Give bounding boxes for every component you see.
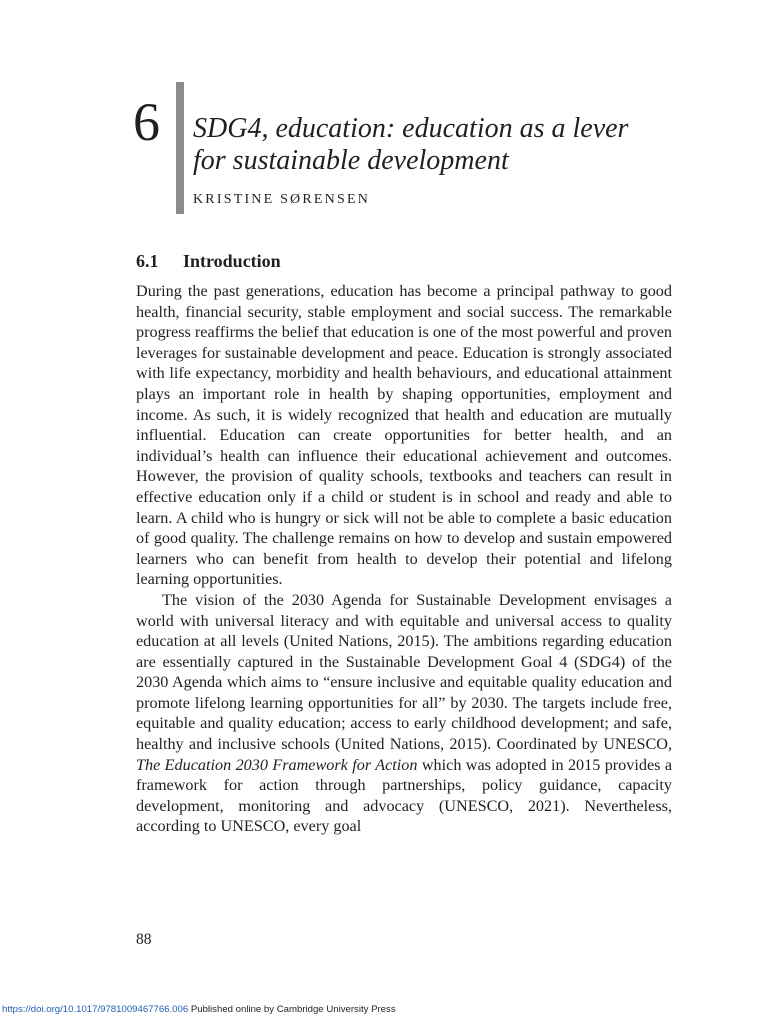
chapter-title xyxy=(193,113,713,177)
chapter-author: KRISTINE SØRENSEN xyxy=(193,192,371,207)
chapter-divider-bar xyxy=(176,82,184,214)
framework-title-italic: The Education 2030 Framework for Action xyxy=(136,755,418,774)
section-title: Introduction xyxy=(183,251,281,271)
chapter-number: 6 xyxy=(133,92,160,152)
footer xyxy=(2,1003,396,1017)
chapter-title-line-2: for sustainable development xyxy=(193,145,509,176)
publisher-note: Published online by Cambridge University Press xyxy=(188,1004,396,1015)
paragraph-1: During the past generations, education has become a principal pathway to good health, financial security, stable employment and social success. The remarkable progress reaffirms the belief that education is one of the most powerful and proven leverages for sustainable development and peace. Education is strongly associated with life expectancy, morbidity and health behaviours, and educational attainment plays an important role in health by shaping opportunities, employment and income. As such, it is widely recognized that health and education are mutually influential. Education can create opportunities for better health, and an individual’s health can influence their educational achievement and outcomes. However, the provision of quality schools, textbooks and teachers can result in effective education only if a child or student is in school and ready and able to learn. A child who is hungry or sick will not be able to complete a basic education of good quality. The challenge remains on how to develop and sustain empowered learners who can benefit from health to develop their potential and lifelong learning opportunities. xyxy=(136,282,672,589)
body-text xyxy=(136,281,672,837)
paragraph-2-text-end: which was adopted in 2015 provides a framework for action through partnerships, policy guidance, capacity development, monitoring and advocacy (UNESCO, 2021). Nevertheless, according to UNESCO, every goal xyxy=(136,755,673,836)
doi-link[interactable]: https://doi.org/10.1017/9781009467766.006 xyxy=(2,1004,189,1015)
paragraph-2 xyxy=(136,590,672,837)
section-number: 6.1 xyxy=(136,251,159,271)
page-number: 88 xyxy=(136,931,152,948)
chapter-title-line-1: SDG4, education: education as a lever xyxy=(193,113,629,144)
paragraph-2-text-start: The vision of the 2030 Agenda for Sustainable Development envisages a world with universal literacy and with equitable and universal access to quality education at all levels (United Nations, 2015). The ambitions regarding education are essentially captured in the Sustainable Development Goal 4 (SDG4) of the 2030 Agenda which aims to “ensure inclusive and equitable quality education and promote lifelong learning opportunities for all” by 2030. The targets include free, equitable and quality education; access to early childhood development; and safe, healthy and inclusive schools (United Nations, 2015). Coordinated by UNESCO, xyxy=(136,590,672,754)
section-heading xyxy=(136,249,281,273)
